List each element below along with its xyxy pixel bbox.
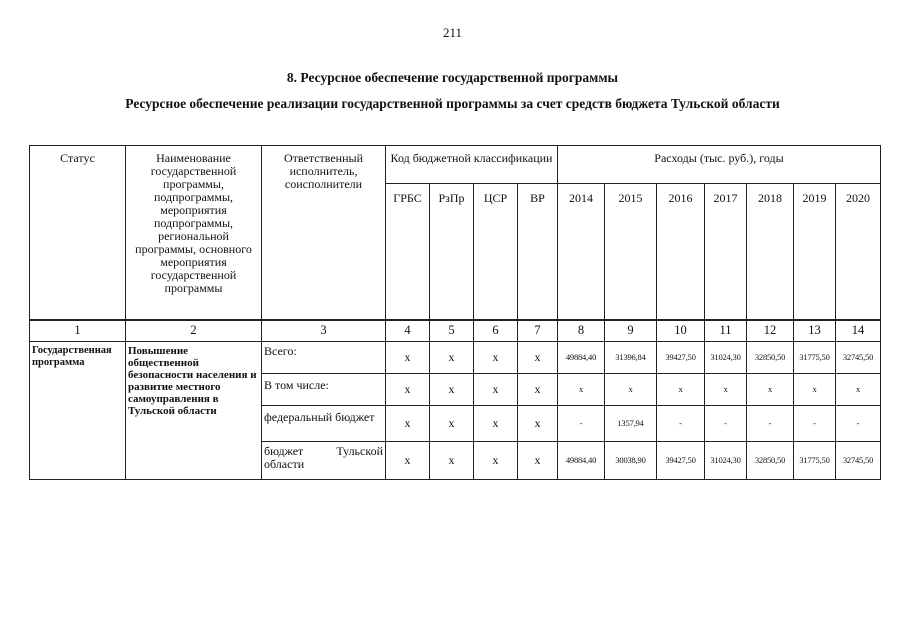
value-cell: - xyxy=(836,406,881,442)
header-year: 2016 xyxy=(657,184,705,320)
value-cell: x xyxy=(558,374,605,406)
program-name-cell: Повышение общественной безопасности населения и развитие местного самоуправления в Тульской области xyxy=(126,342,262,480)
code-cell: x xyxy=(518,374,558,406)
header-year: 2018 xyxy=(747,184,794,320)
code-cell: x xyxy=(518,442,558,480)
value-cell: 39427,50 xyxy=(657,442,705,480)
column-number: 4 xyxy=(386,320,430,342)
code-cell: x xyxy=(474,374,518,406)
value-cell: 39427,50 xyxy=(657,342,705,374)
value-cell: 49884,40 xyxy=(558,342,605,374)
header-code-csr: ЦСР xyxy=(474,184,518,320)
row-label: федеральный бюджет xyxy=(262,406,386,442)
code-cell: x xyxy=(430,342,474,374)
value-cell: 32850,50 xyxy=(747,442,794,480)
value-cell: x xyxy=(657,374,705,406)
header-year: 2019 xyxy=(794,184,836,320)
header-executor: Ответственный исполнитель, соисполнители xyxy=(262,146,386,320)
header-year: 2020 xyxy=(836,184,881,320)
code-cell: x xyxy=(386,406,430,442)
value-cell: 31775,50 xyxy=(794,442,836,480)
header-code-vr: ВР xyxy=(518,184,558,320)
code-cell: x xyxy=(474,342,518,374)
table-subtitle: Ресурсное обеспечение реализации государственной программы за счет средств бюджета Тульской области xyxy=(125,96,780,111)
header-year: 2014 xyxy=(558,184,605,320)
value-cell: 30038,90 xyxy=(605,442,657,480)
value-cell: x xyxy=(836,374,881,406)
value-cell: x xyxy=(705,374,747,406)
value-cell: 31775,50 xyxy=(794,342,836,374)
table-row xyxy=(30,342,881,374)
header-status: Статус xyxy=(30,146,126,320)
code-cell: x xyxy=(518,406,558,442)
value-cell: 31396,84 xyxy=(605,342,657,374)
value-cell: 32745,50 xyxy=(836,442,881,480)
column-number: 9 xyxy=(605,320,657,342)
code-cell: x xyxy=(430,406,474,442)
header-year: 2017 xyxy=(705,184,747,320)
column-number-row xyxy=(30,320,881,342)
value-cell: - xyxy=(705,406,747,442)
value-cell: 31024,30 xyxy=(705,342,747,374)
page-number: 211 xyxy=(442,25,463,40)
value-cell: 31024,30 xyxy=(705,442,747,480)
value-cell: 32745,50 xyxy=(836,342,881,374)
value-cell: - xyxy=(558,406,605,442)
header-code-grbs: ГРБС xyxy=(386,184,430,320)
value-cell: x xyxy=(794,374,836,406)
value-cell: - xyxy=(794,406,836,442)
column-number: 11 xyxy=(705,320,747,342)
status-cell: Государственная программа xyxy=(30,342,126,480)
row-label: Всего: xyxy=(262,342,386,374)
code-cell: x xyxy=(386,442,430,480)
column-number: 3 xyxy=(262,320,386,342)
header-budget-code: Код бюджетной классификации xyxy=(386,146,558,184)
code-cell: x xyxy=(474,406,518,442)
value-cell: x xyxy=(605,374,657,406)
column-number: 12 xyxy=(747,320,794,342)
column-number: 14 xyxy=(836,320,881,342)
row-label: В том числе: xyxy=(262,374,386,406)
code-cell: x xyxy=(430,374,474,406)
header-name: Наименование государственной программы, подпрограммы, мероприятия подпрограммы, региональной программы, основного мероприятия государственной программы xyxy=(126,146,262,320)
value-cell: x xyxy=(747,374,794,406)
column-number: 5 xyxy=(430,320,474,342)
header-code-rzpr: РзПр xyxy=(430,184,474,320)
value-cell: - xyxy=(657,406,705,442)
value-cell: - xyxy=(747,406,794,442)
column-number: 10 xyxy=(657,320,705,342)
column-number: 2 xyxy=(126,320,262,342)
column-number: 8 xyxy=(558,320,605,342)
column-number: 13 xyxy=(794,320,836,342)
header-expenses: Расходы (тыс. руб.), годы xyxy=(558,146,881,184)
code-cell: x xyxy=(474,442,518,480)
header-year: 2015 xyxy=(605,184,657,320)
code-cell: x xyxy=(430,442,474,480)
value-cell: 1357,94 xyxy=(605,406,657,442)
value-cell: 49884,40 xyxy=(558,442,605,480)
column-number: 6 xyxy=(474,320,518,342)
column-number: 7 xyxy=(518,320,558,342)
row-label: бюджет Тульской области xyxy=(262,442,386,480)
code-cell: x xyxy=(386,342,430,374)
value-cell: 32850,50 xyxy=(747,342,794,374)
resource-table xyxy=(29,145,881,480)
code-cell: x xyxy=(386,374,430,406)
code-cell: x xyxy=(518,342,558,374)
column-number: 1 xyxy=(30,320,126,342)
section-title: 8. Ресурсное обеспечение государственной программы xyxy=(286,70,619,85)
